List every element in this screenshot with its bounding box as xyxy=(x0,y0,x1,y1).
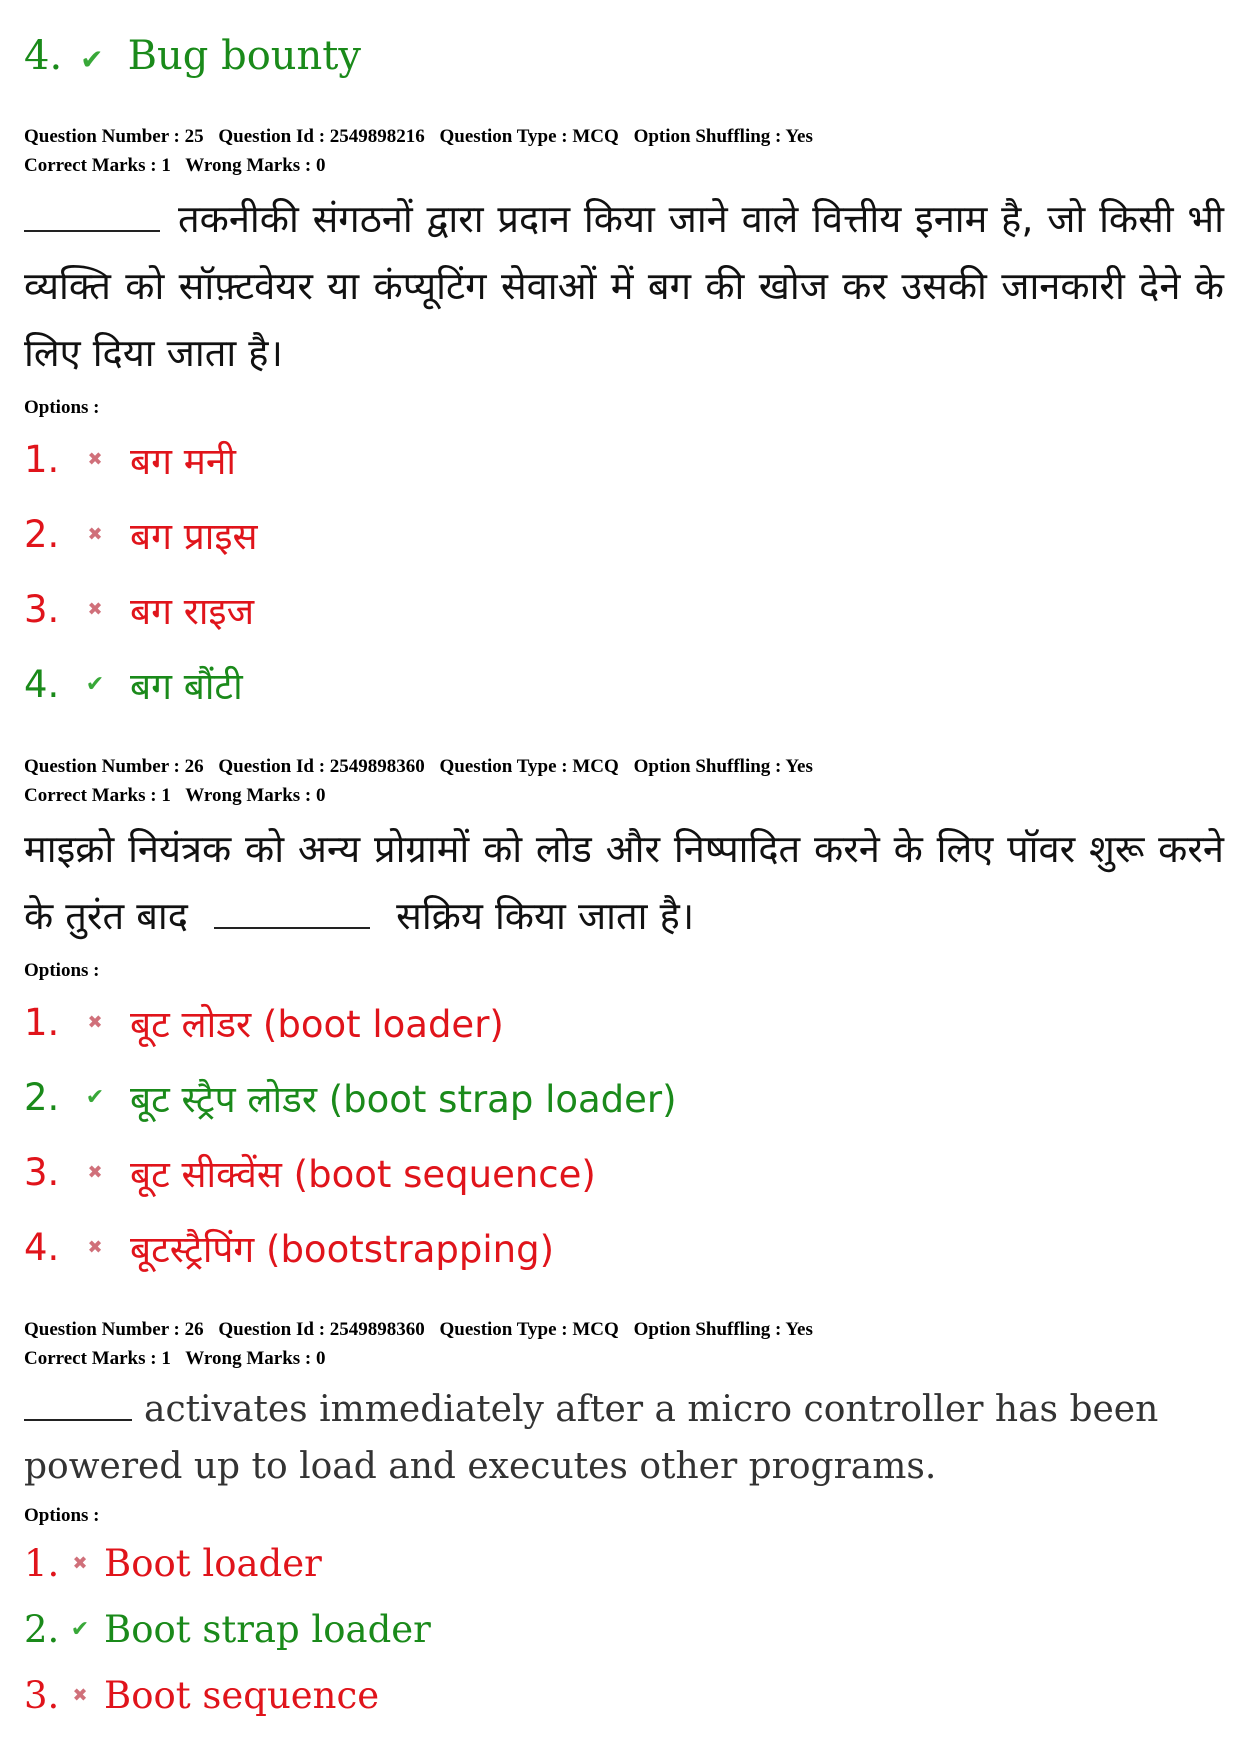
cross-icon: ✖ xyxy=(87,1012,103,1033)
question-text xyxy=(24,1381,1224,1495)
cross-icon: ✖ xyxy=(87,599,103,620)
cross-icon: ✖ xyxy=(87,449,103,470)
option-text: Bug bounty xyxy=(127,33,361,79)
wrong-marks: Wrong Marks : 0 xyxy=(185,1348,326,1369)
option-number: 4. xyxy=(24,1226,60,1269)
question-type: Question Type : MCQ xyxy=(439,1319,619,1340)
check-icon: ✔ xyxy=(85,1085,105,1110)
option-shuffling: Option Shuffling : Yes xyxy=(633,1319,813,1340)
wrong-marks: Wrong Marks : 0 xyxy=(185,155,326,176)
option-3 xyxy=(24,1662,1224,1728)
option-text: Boot strap loader xyxy=(104,1607,431,1651)
option-1 xyxy=(24,1530,1224,1596)
question-text xyxy=(24,816,1224,950)
cross-icon: ✖ xyxy=(72,1684,88,1706)
option-3 xyxy=(24,572,1224,647)
option-4 xyxy=(24,647,1224,722)
option-number: 1. xyxy=(24,1541,60,1585)
question-marks xyxy=(24,1344,1224,1373)
option-text: बग मनी xyxy=(130,440,236,483)
question-id: Question Id : 2549898360 xyxy=(218,1319,425,1340)
options-list xyxy=(24,422,1224,722)
previous-question-option-4 xyxy=(24,26,361,90)
options-label: Options : xyxy=(24,960,100,981)
options-label: Options : xyxy=(24,397,100,418)
question-text xyxy=(24,186,1224,387)
option-number: 2. xyxy=(24,1076,60,1119)
question-block-26-hindi xyxy=(24,752,1224,1285)
option-text: बग प्राइस xyxy=(130,515,258,558)
option-1 xyxy=(24,985,1224,1060)
options-list xyxy=(24,985,1224,1285)
question-text-content: activates immediately after a micro controller has been xyxy=(144,1389,1159,1430)
option-text: Boot loader xyxy=(104,1541,322,1585)
question-text-line-1 xyxy=(24,1381,1224,1438)
option-shuffling: Option Shuffling : Yes xyxy=(633,126,813,147)
option-text: बूट सीक्वेंस (boot sequence) xyxy=(130,1153,596,1196)
check-icon: ✔ xyxy=(70,1616,90,1642)
question-meta xyxy=(24,122,1224,151)
cross-icon: ✖ xyxy=(87,524,103,545)
options-label: Options : xyxy=(24,1505,100,1526)
question-marks xyxy=(24,781,1224,810)
option-number: 1. xyxy=(24,438,60,481)
option-text: बग राइज xyxy=(130,590,255,633)
question-meta xyxy=(24,752,1224,781)
question-type: Question Type : MCQ xyxy=(439,126,619,147)
option-text: बूट लोडर (boot loader) xyxy=(130,1003,504,1046)
option-text: बूट स्ट्रैप लोडर (boot strap loader) xyxy=(130,1078,677,1121)
option-2 xyxy=(24,1596,1224,1662)
option-text: बग बौंटी xyxy=(130,665,243,708)
question-block-26-english xyxy=(24,1315,1224,1728)
option-number: 1. xyxy=(24,1001,60,1044)
option-1 xyxy=(24,422,1224,497)
question-text-after: सक्रिय किया जाता है। xyxy=(396,894,695,938)
question-text-content: तकनीकी संगठनों द्वारा प्रदान किया जाने वाले वित्तीय इनाम है, जो किसी भी व्यक्ति को सॉफ़्टवेयर या कंप्यूटिंग सेवाओं में बग की खोज कर उसकी जानकारी देने के लिए दिया जाता है। xyxy=(24,197,1224,375)
option-shuffling: Option Shuffling : Yes xyxy=(633,756,813,777)
option-number: 2. xyxy=(24,1607,60,1651)
cross-icon: ✖ xyxy=(87,1162,103,1183)
cross-icon: ✖ xyxy=(87,1237,103,1258)
correct-marks: Correct Marks : 1 xyxy=(24,155,171,176)
question-type: Question Type : MCQ xyxy=(439,756,619,777)
option-number: 4. xyxy=(24,663,60,706)
option-text: बूटस्ट्रैपिंग (bootstrapping) xyxy=(130,1228,555,1271)
question-meta xyxy=(24,1315,1224,1344)
option-text: Boot sequence xyxy=(104,1673,380,1717)
correct-marks: Correct Marks : 1 xyxy=(24,1348,171,1369)
answer-blank xyxy=(24,1418,132,1421)
check-icon: ✔ xyxy=(85,672,105,697)
wrong-marks: Wrong Marks : 0 xyxy=(185,785,326,806)
answer-blank xyxy=(214,926,370,929)
option-number: 4. xyxy=(24,33,63,79)
check-icon: ✔ xyxy=(80,43,104,76)
question-id: Question Id : 2549898360 xyxy=(218,756,425,777)
question-id: Question Id : 2549898216 xyxy=(218,126,425,147)
correct-marks: Correct Marks : 1 xyxy=(24,785,171,806)
options-list xyxy=(24,1530,1224,1728)
cross-icon: ✖ xyxy=(72,1552,88,1574)
question-number: Question Number : 26 xyxy=(24,756,204,777)
option-3 xyxy=(24,1135,1224,1210)
question-text-before: माइक्रो नियंत्रक को अन्य प्रोग्रामों को लोड और निष्पादित करने के लिए पॉवर शुरू करने के तुरंत बाद xyxy=(24,827,1224,938)
option-number: 3. xyxy=(24,1151,60,1194)
question-number: Question Number : 26 xyxy=(24,1319,204,1340)
option-4 xyxy=(24,1210,1224,1285)
question-marks xyxy=(24,151,1224,180)
question-number: Question Number : 25 xyxy=(24,126,204,147)
option-2 xyxy=(24,1060,1224,1135)
answer-blank xyxy=(24,229,160,232)
question-text-line-2: powered up to load and executes other programs. xyxy=(24,1446,937,1487)
question-block-25 xyxy=(24,122,1224,722)
option-number: 3. xyxy=(24,1673,60,1717)
option-number: 2. xyxy=(24,513,60,556)
option-2 xyxy=(24,497,1224,572)
option-number: 3. xyxy=(24,588,60,631)
